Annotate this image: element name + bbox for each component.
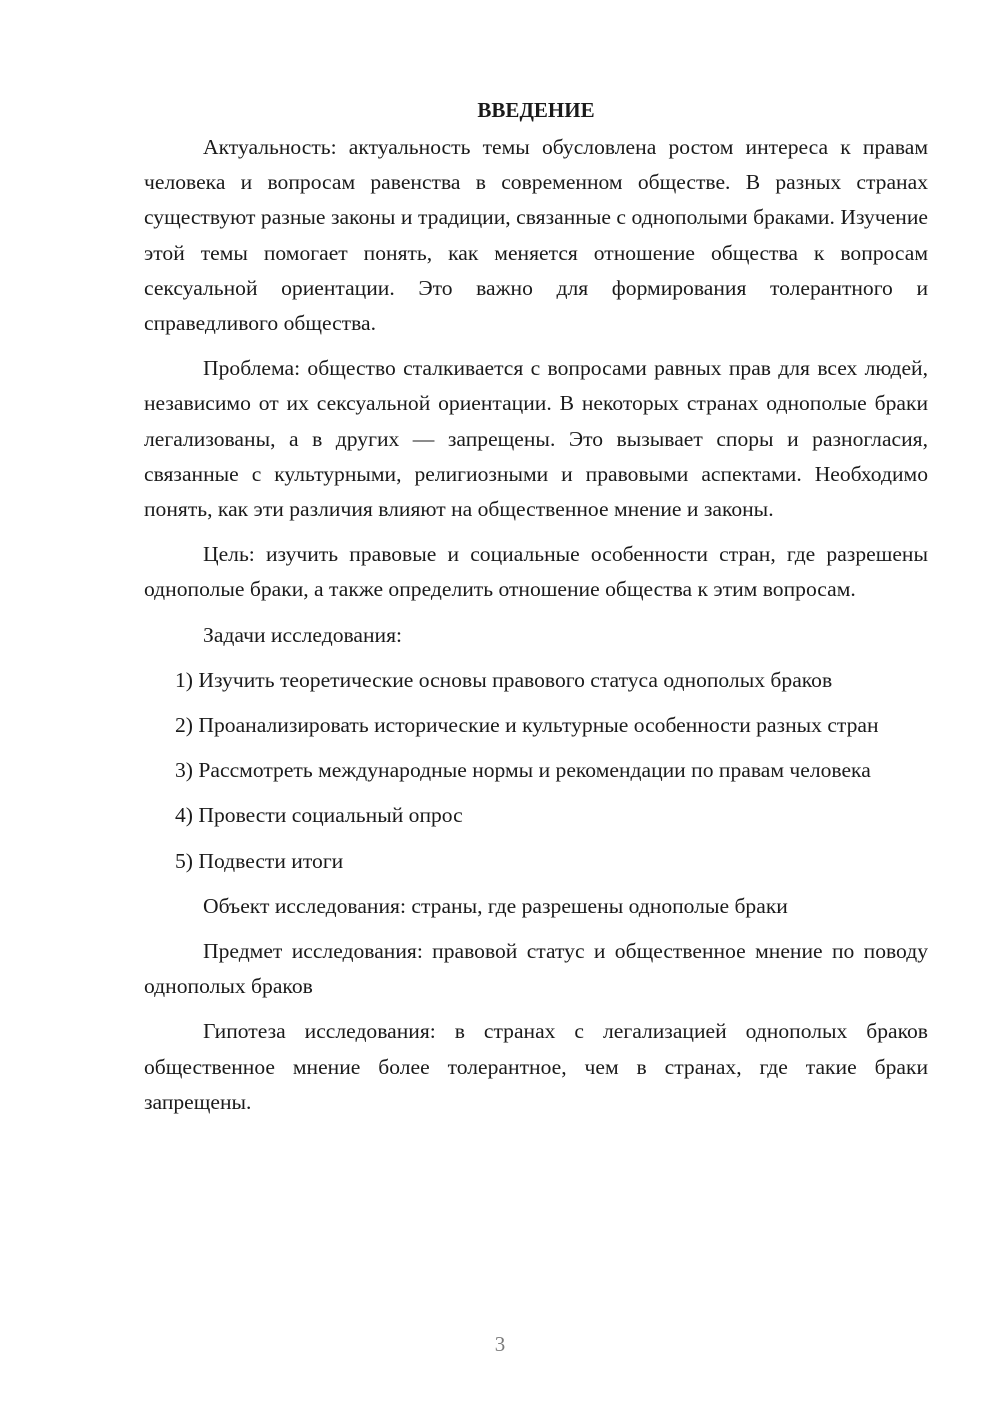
page-number: 3	[494, 1332, 506, 1356]
section-heading: ВВЕДЕНИЕ	[477, 98, 595, 122]
task-item-1: 1) Изучить теоретические основы правового статуса однополых браков	[175, 667, 833, 692]
hypothesis-paragraph: Гипотеза исследования: в странах с легализацией однополых браков общественное мнение более толерантное, чем в странах, где такие браки запрещены.	[144, 1019, 928, 1114]
subject-paragraph: Предмет исследования: правовой статус и общественное мнение по поводу однополых браков	[144, 939, 928, 999]
object-paragraph: Объект исследования: страны, где разрешены однополые браки	[203, 893, 788, 918]
problem-paragraph: Проблема: общество сталкивается с вопросами равных прав для всех людей, независимо от их сексуальной ориентации. В некоторых странах однополые браки легализованы, а в других — запрещены. Это вызывает споры и разногласия, связанные с культурными, религиозными и правовыми аспектами. Необходимо понять, как эти различия влияют на общественное мнение и законы.	[144, 356, 928, 522]
tasks-heading: Задачи исследования:	[203, 622, 403, 647]
task-item-2: 2) Проанализировать исторические и культурные особенности разных стран	[175, 713, 879, 738]
task-item-3: 3) Рассмотреть международные нормы и рекомендации по правам человека	[175, 758, 871, 783]
document-page	[144, 92, 928, 1130]
relevance-paragraph: Актуальность: актуальность темы обусловлена ростом интереса к правам человека и вопросам равенства в современном обществе. В разных странах существуют разные законы и традиции, связанные с однополыми браками. Изучение этой темы помогает понять, как меняется отношение общества к вопросам сексуальной ориентации. Это важно для формирования толерантного и справедливого общества.	[144, 135, 928, 336]
task-item-5: 5) Подвести итоги	[175, 848, 344, 873]
task-item-4: 4) Провести социальный опрос	[175, 803, 463, 828]
goal-paragraph: Цель: изучить правовые и социальные особенности стран, где разрешены однополые браки, а также определить отношение общества к этим вопросам.	[144, 542, 928, 602]
